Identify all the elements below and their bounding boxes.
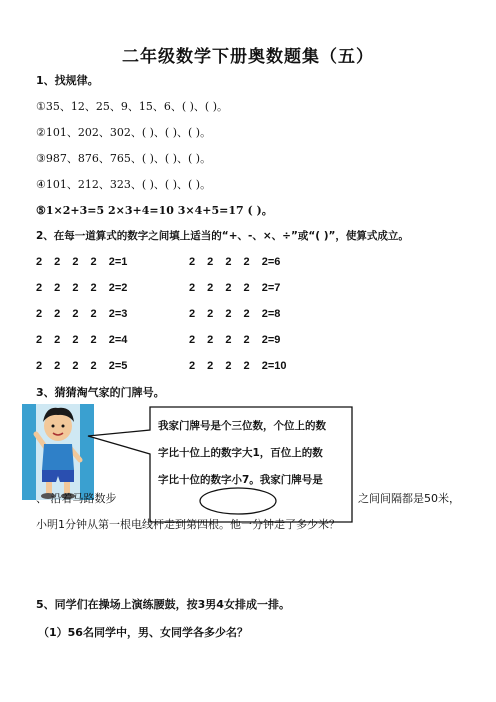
equation-right-3: 2 2 2 2 2=8	[189, 308, 281, 320]
equation-left-3: 2 2 2 2 2=3	[36, 308, 128, 320]
pattern-item-2: ②101、202、302、( )、( )、( )。	[36, 126, 212, 139]
equation-right-2: 2 2 2 2 2=7	[189, 282, 281, 294]
pattern-item-5: ⑤1×2+3=5 2×3+4=10 3×4+5=17 ( )。	[36, 204, 273, 217]
illustration-stripe	[22, 404, 36, 500]
section5-heading: 5、同学们在操场上演练腰鼓，按3男4女排成一排。	[36, 598, 290, 611]
equation-right-5: 2 2 2 2 2=10	[189, 360, 287, 372]
section2-heading: 2、在每一道算式的数字之间填上适当的“+、-、×、÷”或“( )”，使算式成立。	[36, 230, 409, 242]
page-title: 二年级数学下册奥数题集（五）	[122, 47, 374, 67]
section4-line1-start: 、 沿着马路数步	[36, 492, 117, 505]
section4-line1-end: 之间间隔都是50米，	[358, 492, 460, 505]
section3-heading: 3、猜猜淘气家的门牌号。	[36, 386, 165, 399]
bubble-line-3: 字比十位的数字小7。我家门牌号是	[158, 474, 323, 486]
section1-heading: 1、找规律。	[36, 74, 99, 87]
pattern-item-3: ③987、876、765、( )、( )、( )。	[36, 152, 212, 165]
pattern-item-4: ④101、212、323、( )、( )、( )。	[36, 178, 212, 191]
section4-line2: 小明1分钟从第一根电线杆走到第四根。他一分钟走了多少米？	[36, 518, 340, 531]
equation-right-4: 2 2 2 2 2=9	[189, 334, 281, 346]
equation-left-2: 2 2 2 2 2=2	[36, 282, 128, 294]
equation-right-1: 2 2 2 2 2=6	[189, 256, 281, 268]
bubble-line-2: 字比十位上的数字大1，百位上的数	[158, 447, 323, 459]
boy-shirt	[42, 444, 74, 470]
pattern-item-1: ①35、12、25、9、15、6、( )、( )。	[36, 100, 229, 113]
equation-left-4: 2 2 2 2 2=4	[36, 334, 128, 346]
bubble-line-1: 我家门牌号是个三位数，个位上的数	[158, 420, 326, 432]
section5-question-1: （1）56名同学中，男、女同学各多少名？	[38, 626, 248, 639]
equation-left-1: 2 2 2 2 2=1	[36, 256, 128, 268]
answer-oval	[200, 488, 276, 514]
equation-left-5: 2 2 2 2 2=5	[36, 360, 128, 372]
